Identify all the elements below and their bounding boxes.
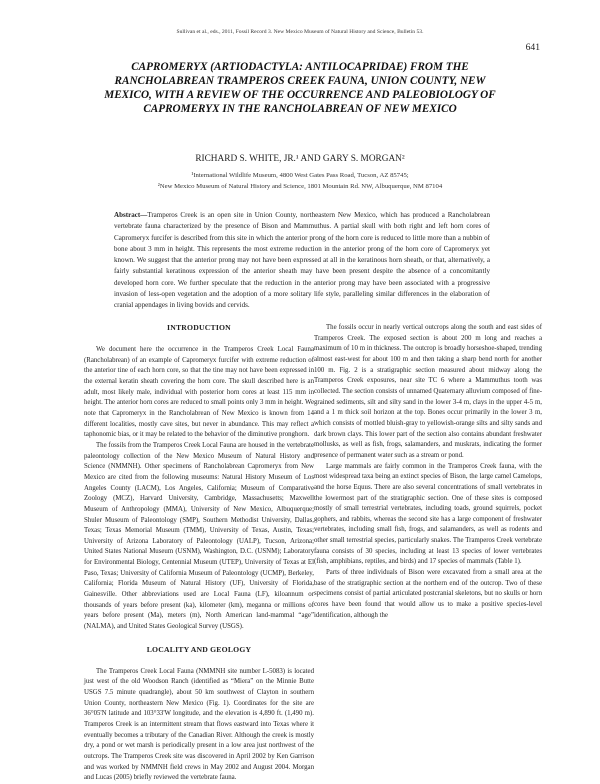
locality-paragraph-3: Large mammals are fairly common in the Tramperos Creek fauna, with the most widespread taxa being an extinct species of Bison, the large camel Camelops, and the horse Equus. There are also several concentrations of small vertebrates in the lowermost part of the stratigraphic section. One of these sites is composed mostly of small terrestrial vertebrates, including toads, ground squirrels, pocket gophers, and rabbits, whereas the second site has a large component of freshwater vertebrates, including small fish, frogs, and salamanders, as well as rodents and other small terrestrial species, particularly snakes. The Tramperos Creek vertebrate fauna consists of 30 species, including at least 13 species of lower vertebrates (fish, amphibians, reptiles, and birds) and 17 species of mammals (Table 1). xyxy=(314,462,542,566)
locality-paragraph-2: The fossils occur in nearly vertical outcrops along the south and east sides of Tramperos Creek. The exposed section is about 200 m long and reaches a maximum of 10 m in thickness. The outcrop is broadly horseshoe-shaped, trending almost east-west for about 100 m and then taking a sharp bend north for another 100 m. Fig. 2 is a stratigraphic section measured about midway along the Tramperos Creek exposures, near site TC 6 where a Mammuthus tooth was collected. The section consists of unnamed Quaternary alluvium composed of fine-grained sediments, silt and silty sand in the lower 3-4 m, clays in the upper 4-5 m, and a 1 m thick soil horizon at the top. Bones occur primarily in the lower 3 m, which consists of mottled bluish-gray to yellowish-orange silts and silty sands and dark brown clays. This lower part of the section also contains abundant freshwater mollusks, as well as fish, frogs, salamanders, and muskrats, indicating the former presence of permanent water such as a stream or pond. xyxy=(314,324,542,459)
locality-paragraph-4: Parts of three individuals of Bison were excavated from a small area at the base of the stratigraphic section at the northern end of the outcrop. Two of these specimens consist of partial articulated postcranial skeletons, but no skulls or horn cores have been found that would allow us to make a positive species-level identification, although the xyxy=(314,569,542,619)
intro-paragraph-1: We document here the occurrence in the Tramperos Creek Local Fauna (Rancholabrean) of an example of Capromeryx furcifer with extreme reduction of the anterior tine of each horn core, so that the tine may not have been expressed in the external keratin sheath covering the horn core. The skull described here is an adult, most likely male, individual with posterior horn cores at least 115 mm in height. The anterior horn cores are reduced to small points only 3 mm in height. We note that Capromeryx in the Rancholabrean of New Mexico is known from 14 different localities, mostly cave sites, but never in abundance. This may reflect a taphonomic bias, or it may be related to the behavior of the diminutive pronghorn. xyxy=(84,346,314,439)
page-number: 641 xyxy=(525,42,540,53)
running-head: Sullivan et al., eds., 2011, Fossil Record 3. New Mexico Museum of Natural History and Science, Bulletin 53. xyxy=(176,29,424,35)
authors: RICHARD S. WHITE, JR.¹ AND GARY S. MORGAN² xyxy=(195,154,405,164)
locality-paragraph-1: The Tramperos Creek Local Fauna (NMMNH site number L-5083) is located just west of the old Woodson Ranch (identified as “Miera” on the Minnie Butte USGS 7.5 minute quadrangle), about 50 km southwest of Clayton in southern Union County, northeastern New Mexico (Fig. 1). Coordinates for the site are 36°05'N latitude and 103°33'W longitude, and the elevation is 4,890 ft. (1,490 m). Tramperos Creek is an intermittent stream that flows eastward into Texas where it eventually becomes a tributary of the Canadian River. Although the creek is mostly dry, a pond or wet marsh is periodically present in a low area just northwest of the outcrops. The Tramperos Creek site was discovered in April 2002 by Ken Garrison and was worked by NMMNH field crews in May 2002 and August 2004. Morgan and Lucas (2005) briefly reviewed the vertebrate fauna. xyxy=(84,667,314,782)
introduction-heading: INTRODUCTION xyxy=(167,323,231,332)
article-title: CAPROMERYX (ARTIODACTYLA: ANTILOCAPRIDAE) FROM THE RANCHOLABREAN TRAMPEROS CREEK FAUNA, UNION COUNTY, NEW MEXICO, WITH A REVIEW OF THE OCCURRENCE AND PALEOBIOLOGY OF CAPROMERYX IN THE RANCHOLABREAN OF NEW MEXICO xyxy=(104,61,496,115)
left-column xyxy=(84,323,314,784)
affiliation-2: ²New Mexico Museum of Natural History and Science, 1801 Mountain Rd. NW, Albuquerque, NM 87104 xyxy=(157,183,443,190)
right-column xyxy=(314,323,542,621)
affiliations xyxy=(0,170,600,192)
locality-heading: LOCALITY AND GEOLOGY xyxy=(146,644,252,654)
abstract-label: Abstract— xyxy=(114,211,148,219)
intro-paragraph-2: The fossils from the Tramperos Creek Local Fauna are housed in the vertebrate paleontology collection of the New Mexico Museum of Natural History and Science (NMMNH). Other specimens of Rancholabrean Capromeryx from New Mexico are cited from the following museums: Natural History Museum of Los Angeles County (LACM), Los Angeles, California; Museum of Comparative Zoology (MCZ), Harvard University, Cambridge, Massachusetts; Maxwell Museum of Anthropology (MMA), University of New Mexico, Albuquerque; Shuler Museum of Paleontology (SMP), Southern Methodist University, Dallas, Texas; Texas Memorial Museum (TMM), University of Texas, Austin, Texas; University of Arizona Laboratory of Paleontology (UALP), Tucson, Arizona; United States National Museum (USNM), Washington, D.C. (USNM); Laboratory for Environmental Biology, Centennial Museum (UTEP), University of Texas at El Paso, Texas; University of California Museum of Paleontology (UCMP), Berkeley, California; Florida Museum of Natural History (UF), University of Florida, Gainesville. Other abbreviations used are Local Fauna (LF), kiloannum or thousands of years before present (ka), kilometer (km), meganna or millions of years before present (Ma), meters (m), North American land-mammal “age” (NALMA), and United States Geological Survey (USGS). xyxy=(84,441,314,631)
abstract-text: Tramperos Creek is an open site in Union County, northeastern New Mexico, which has produced a Rancholabrean vertebrate fauna characterized by the presence of Bison and Mammuthus. A partial skull with both right and left horn cores of Capromeryx furcifer is described from this site in which the anterior prong of the horn core is reduced to little more than a nubbin of bone about 3 mm in height. This represents the most extreme reduction in the anterior prong of the horn core of Capromeryx yet known. We suggest that the anterior prong may not have been expressed at all in the keratinous horn sheath, or that, alternatively, a fairly substantial keratinous expression of the anterior sheath may have been present despite the absence of a concomitantly developed horn core. We further speculate that the reduction in the anterior prong may have been associated with a progressive invasion of less-open vegetation and the adoption of a more solitary life style, paralleling similar differences in the elaboration of cranial appendages in living bovids and cervids. xyxy=(114,211,490,310)
affiliation-1: ¹International Wildlife Museum, 4800 West Gates Pass Road, Tucson, AZ 85745; xyxy=(191,172,409,179)
abstract xyxy=(114,210,490,312)
